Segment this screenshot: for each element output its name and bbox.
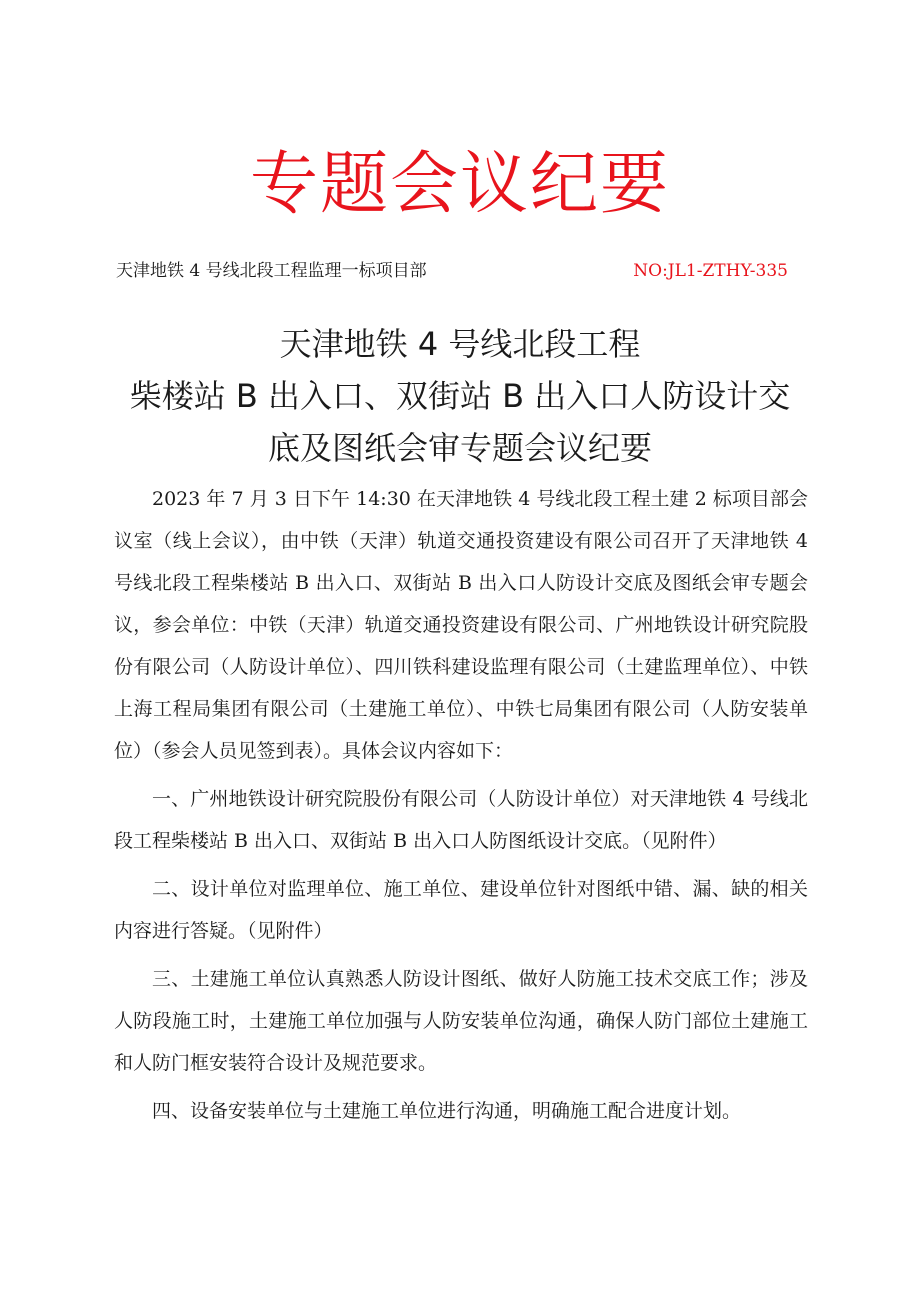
- subject-line: 天津地铁 4 号线北段工程: [279, 325, 641, 363]
- body-paragraph: 四、设备安装单位与土建施工单位进行沟通，明确施工配合进度计划。: [152, 1100, 742, 1122]
- subject-line: 柴楼站 B 出入口、双街站 B 出入口人防设计交: [129, 377, 791, 415]
- body-paragraph: 二、设计单位对监理单位、施工单位、建设单位针对图纸中错、漏、缺的相关内容进行答疑。（见附件）: [114, 878, 808, 942]
- meeting-body: [114, 478, 808, 1138]
- document-header: [116, 258, 788, 284]
- body-paragraph: 2023 年 7 月 3 日下午 14:30 在天津地铁 4 号线北段工程土建 2 标项目部会议室（线上会议），由中铁（天津）轨道交通投资建设有限公司召开了天津地铁 4 号线北段工程柴楼站 B 出入口、双街站 B 出入口人防设计交底及图纸会审专题会议，参会单位：中铁（天津）轨道交通投资建设有限公司、广州地铁设计研究院股份有限公司（人防设计单位）、四川铁科建设监理有限公司（土建监理单位）、中铁上海工程局集团有限公司（土建施工单位）、中铁七局集团有限公司（人防安装单位）（参会人员见签到表）。具体会议内容如下：: [114, 488, 808, 762]
- subject-line: 底及图纸会审专题会议纪要: [267, 429, 652, 467]
- document-number: NO:JL1-ZTHY-335: [633, 261, 788, 281]
- meeting-subject: [80, 318, 840, 474]
- body-paragraph: 一、广州地铁设计研究院股份有限公司（人防设计单位）对天津地铁 4 号线北段工程柴楼站 B 出入口、双街站 B 出入口人防图纸设计交底。（见附件）: [114, 788, 808, 852]
- body-paragraph: 三、土建施工单位认真熟悉人防设计图纸、做好人防施工技术交底工作；涉及人防段施工时，土建施工单位加强与人防安装单位沟通，确保人防门部位土建施工和人防门框安装符合设计及规范要求。: [114, 968, 808, 1074]
- document-title: 专题会议纪要: [249, 145, 670, 224]
- organization-name: 天津地铁 4 号线北段工程监理一标项目部: [116, 261, 427, 281]
